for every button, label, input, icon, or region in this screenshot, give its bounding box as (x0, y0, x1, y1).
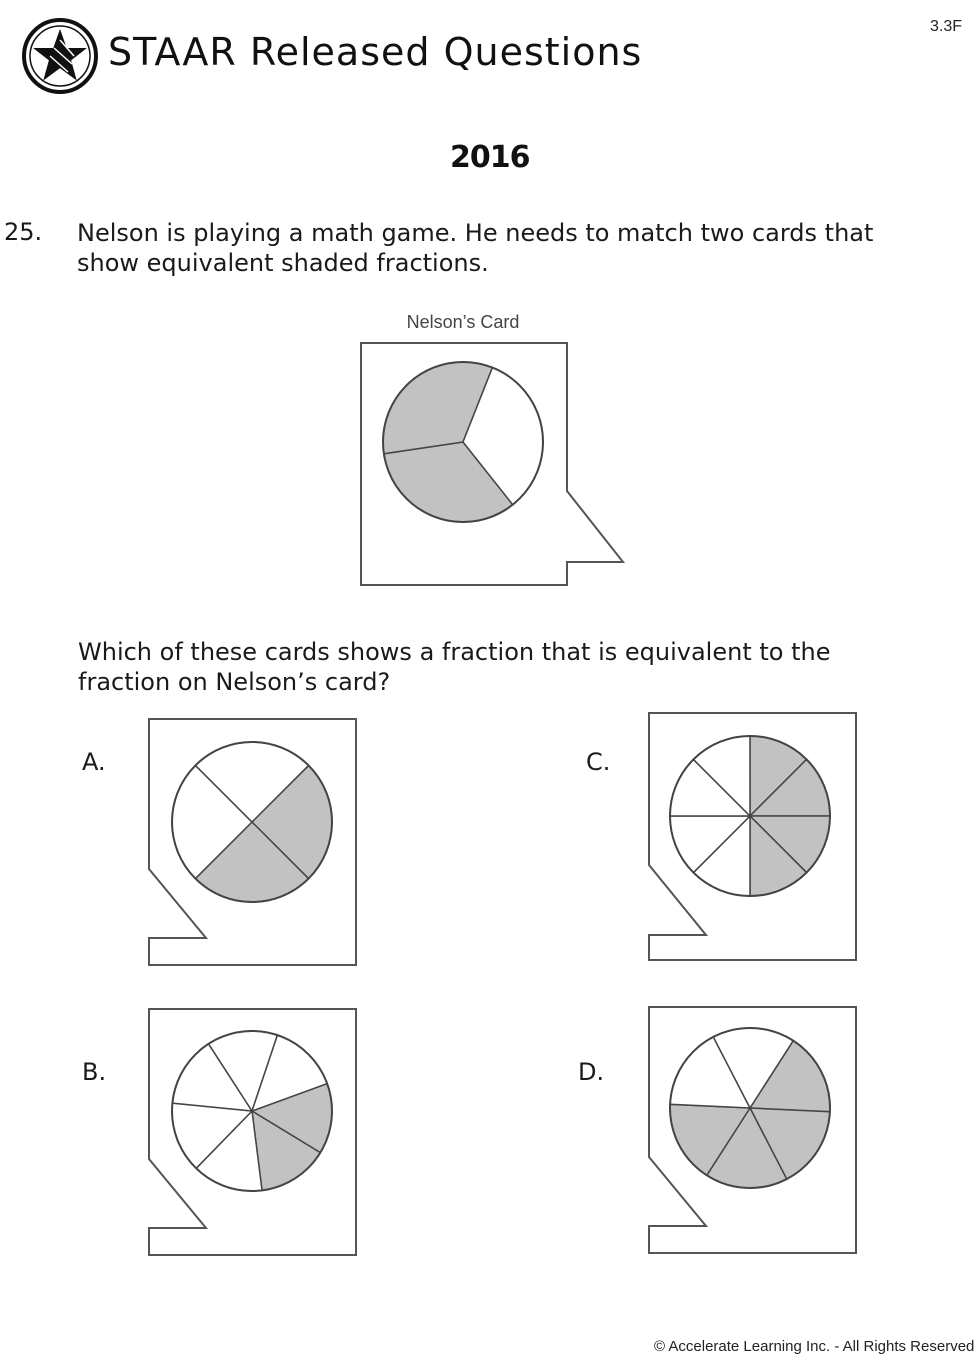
nelson-card-title: Nelson’s Card (406, 312, 520, 332)
option-a-fraction-circle (172, 742, 332, 902)
option-c-label[interactable]: C. (586, 748, 611, 776)
page-title: STAAR Released Questions (108, 30, 643, 74)
star-logo-icon (20, 16, 100, 96)
option-a-label[interactable]: A. (82, 748, 106, 776)
option-b-label[interactable]: B. (82, 1058, 107, 1086)
option-b-card[interactable] (146, 1006, 362, 1262)
question-number: 25. (4, 218, 43, 246)
option-c-fraction-circle (670, 736, 830, 896)
nelson-fraction-circle (383, 362, 543, 522)
question-prompt: Which of these cards shows a fraction that is equivalent to the fraction on Nelson’s card? (78, 638, 831, 696)
option-d-fraction-circle (670, 1028, 830, 1188)
standard-code: 3.3F (930, 18, 963, 35)
copyright-footer: © Accelerate Learning Inc. - All Rights Reserved (654, 1338, 975, 1355)
option-a-card[interactable] (146, 716, 362, 972)
nelson-card (355, 338, 635, 594)
year-heading: 2016 (450, 140, 530, 175)
option-b-fraction-circle (172, 1031, 332, 1191)
option-d-label[interactable]: D. (578, 1058, 605, 1086)
question-text: Nelson is playing a math game. He needs to match two cards that show equivalent shaded fractions. (77, 219, 874, 277)
option-d-card[interactable] (646, 1004, 862, 1260)
option-c-card[interactable] (646, 710, 862, 966)
